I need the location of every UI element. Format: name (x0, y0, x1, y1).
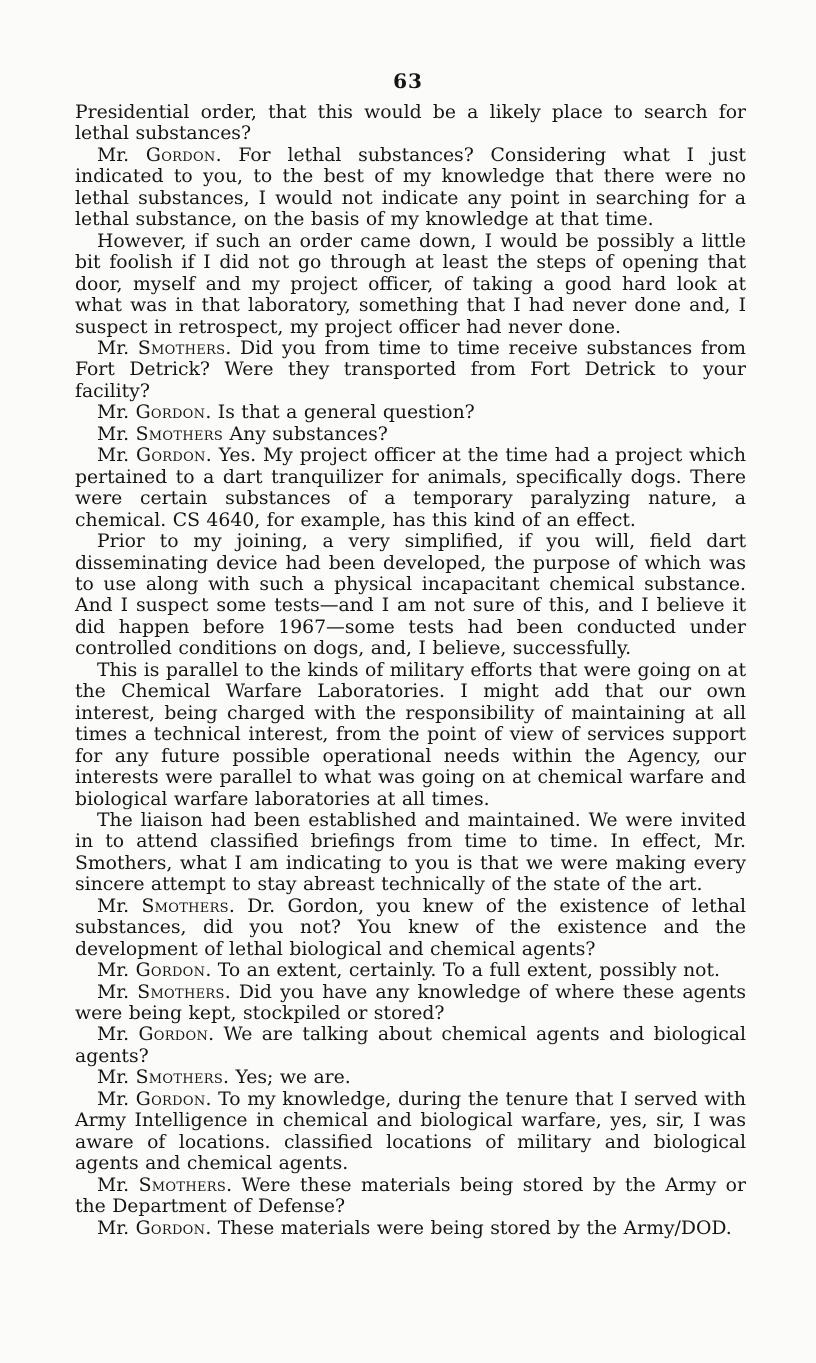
speaker-name: Gordon (145, 144, 216, 166)
paragraph (75, 424, 746, 445)
paragraph: Mr. Gordon. To an extent, certainly. To a full extent, possibly not. (97, 960, 721, 982)
paragraph (75, 810, 746, 896)
paragraph: Mr. Smothers. Yes; we are. (97, 1067, 351, 1089)
paragraph: Mr. Smothers. Did you from time to time receive substances from Fort Detrick? Were they transported from Fort Detrick to your facility? (75, 337, 746, 402)
speaker-name: Smothers (135, 1067, 224, 1089)
paragraph-text: To my knowledge, during the tenure that I served with Army Intelligence in chemical and biological warfare, yes, sir, I was aware of locations. classified locations of military and biological agents and chemical agents. (75, 1088, 746, 1175)
paragraph-text: These materials were being stored by the Army/DOD. (217, 1217, 732, 1239)
paragraph-text: Were these materials being stored by the Army or the Department of Defense? (75, 1174, 746, 1218)
paragraph (75, 660, 746, 810)
speaker-prefix: Mr. (97, 1088, 130, 1110)
speaker-prefix: Mr. (97, 981, 130, 1003)
speaker-name: Gordon (136, 445, 206, 467)
speaker-prefix: Mr. (97, 960, 130, 982)
paragraph: Mr. Gordon. These materials were being stored by the Army/DOD. (97, 1217, 732, 1239)
paragraph-text: Prior to my joining, a very simplified, if you will, field dart disseminating device had been developed, the purpose of which was to use along with such a physical incapacitant chemical substance. And I suspect some tests—and I am not sure of this, and I believe it did happen before 1967—some tests had been conducted under controlled conditions on dogs, and, I believe, successfully. (75, 531, 746, 660)
speaker-name: Gordon (138, 1024, 209, 1046)
paragraph-text: Any substances? (229, 423, 388, 445)
paragraph-text: Yes. My project officer at the time had a project which pertained to a dart tranquilizer for animals, specifically dogs. There were certain substances of a temporary paralyzing nature, a chemical. CS 4640, for example, has this kind of an effect. (75, 445, 746, 531)
speaker-prefix: Mr. (97, 144, 130, 166)
paragraph: Mr. Gordon. For lethal substances? Considering what I just indicated to you, to the best of my knowledge that there were no lethal substances, I would not indicate any point in searching for a lethal substance, on the basis of my knowledge at that time. (75, 144, 746, 231)
speaker-prefix: Mr. (97, 402, 130, 424)
paragraph-text: Yes; we are. (235, 1067, 351, 1089)
speaker-prefix: Mr. (97, 1174, 130, 1196)
page-body (75, 102, 746, 1239)
paragraph (75, 231, 746, 338)
speaker-prefix: Mr. (97, 1217, 130, 1239)
speaker-name: Gordon (135, 402, 206, 424)
paragraph: Mr. Gordon. Yes. My project officer at the time had a project which pertained to a dart tranquilizer for animals, specifically dogs. There were certain substances of a temporary paralyzing nature, a chemical. CS 4640, for example, has this kind of an effect. (75, 445, 746, 531)
paragraph: Mr. Smothers. Dr. Gordon, you knew of the existence of lethal substances, did you not? You knew of the existence and the development of lethal biological and chemical agents? (75, 895, 746, 960)
paragraph (75, 102, 746, 145)
speaker-prefix: Mr. (97, 1067, 130, 1089)
paragraph: Mr. Smothers. Were these materials being stored by the Army or the Department of Defense? (75, 1174, 746, 1218)
speaker-prefix: Mr. (97, 895, 130, 917)
paragraph (75, 531, 746, 660)
paragraph-text: This is parallel to the kinds of military efforts that were going on at the Chemical Warfare Laboratories. I might add that our own interest, being charged with the responsibility of maintaining at all times a technical interest, from the point of view of services support for any future possible operational needs within the Agency, our interests were parallel to what was going on at chemical warfare and biological warfare laboratories at all times. (75, 659, 746, 810)
paragraph-text: Did you have any knowledge of where these agents were being kept, stockpiled or stored? (75, 981, 746, 1025)
speaker-name: Smothers (135, 423, 224, 445)
page-number: 63 (393, 69, 423, 93)
paragraph: Mr. Gordon. To my knowledge, during the tenure that I served with Army Intelligence in chemical and biological warfare, yes, sir, I was aware of locations. classified locations of military and biological agents and chemical agents. (75, 1088, 746, 1175)
paragraph-text: Dr. Gordon, you knew of the existence of lethal substances, did you not? You knew of the existence and the development of lethal biological and chemical agents? (75, 895, 746, 960)
paragraph-text: Did you from time to time receive substances from Fort Detrick? Were they transported from Fort Detrick to your facility? (75, 337, 746, 402)
paragraph: Mr. Gordon. Is that a general question? (97, 402, 475, 424)
paragraph-text: However, if such an order came down, I would be possibly a little bit foolish if I did not go through at least the steps of opening that door, myself and my project officer, of taking a good hard look at what was in that laboratory, something that I had never done and, I suspect in retrospect, my project officer had never done. (75, 230, 746, 338)
paragraph: Mr. Gordon. We are talking about chemical agents and biological agents? (75, 1024, 746, 1067)
speaker-name: Smothers (137, 337, 226, 359)
paragraph-text: Presidential order, that this would be a likely place to search for lethal substances? (75, 102, 746, 145)
speaker-name: Gordon (135, 1088, 206, 1110)
paragraph-text: Is that a general question? (217, 402, 475, 424)
speaker-name: Gordon (135, 960, 206, 982)
paragraph-text: For lethal substances? Considering what I just indicated to you, to the best of my knowledge that there were no lethal substances, I would not indicate any point in searching for a lethal substance, on the basis of my knowledge at that time. (75, 144, 746, 231)
paragraph-text: We are talking about chemical agents and biological agents? (75, 1024, 746, 1067)
speaker-prefix: Mr. (97, 337, 130, 359)
paragraph: Mr. Smothers. Did you have any knowledge of where these agents were being kept, stockpiled or stored? (75, 981, 746, 1025)
speaker-name: Smothers (137, 981, 225, 1003)
speaker-prefix: Mr. (97, 423, 130, 445)
speaker-name: Gordon (135, 1217, 206, 1239)
speaker-name: Smothers (141, 895, 229, 917)
speaker-prefix: Mr. (97, 1024, 130, 1046)
speaker-name: Smothers (138, 1174, 227, 1196)
speaker-prefix: Mr. (97, 445, 130, 467)
paragraph-text: The liaison had been established and maintained. We were invited in to attend classified briefings from time to time. In effect, Mr. Smothers, what I am indicating to you is that we were making every sincere attempt to stay abreast technically of the state of the art. (75, 809, 746, 896)
paragraph-text: To an extent, certainly. To a full extent, possibly not. (217, 960, 721, 982)
